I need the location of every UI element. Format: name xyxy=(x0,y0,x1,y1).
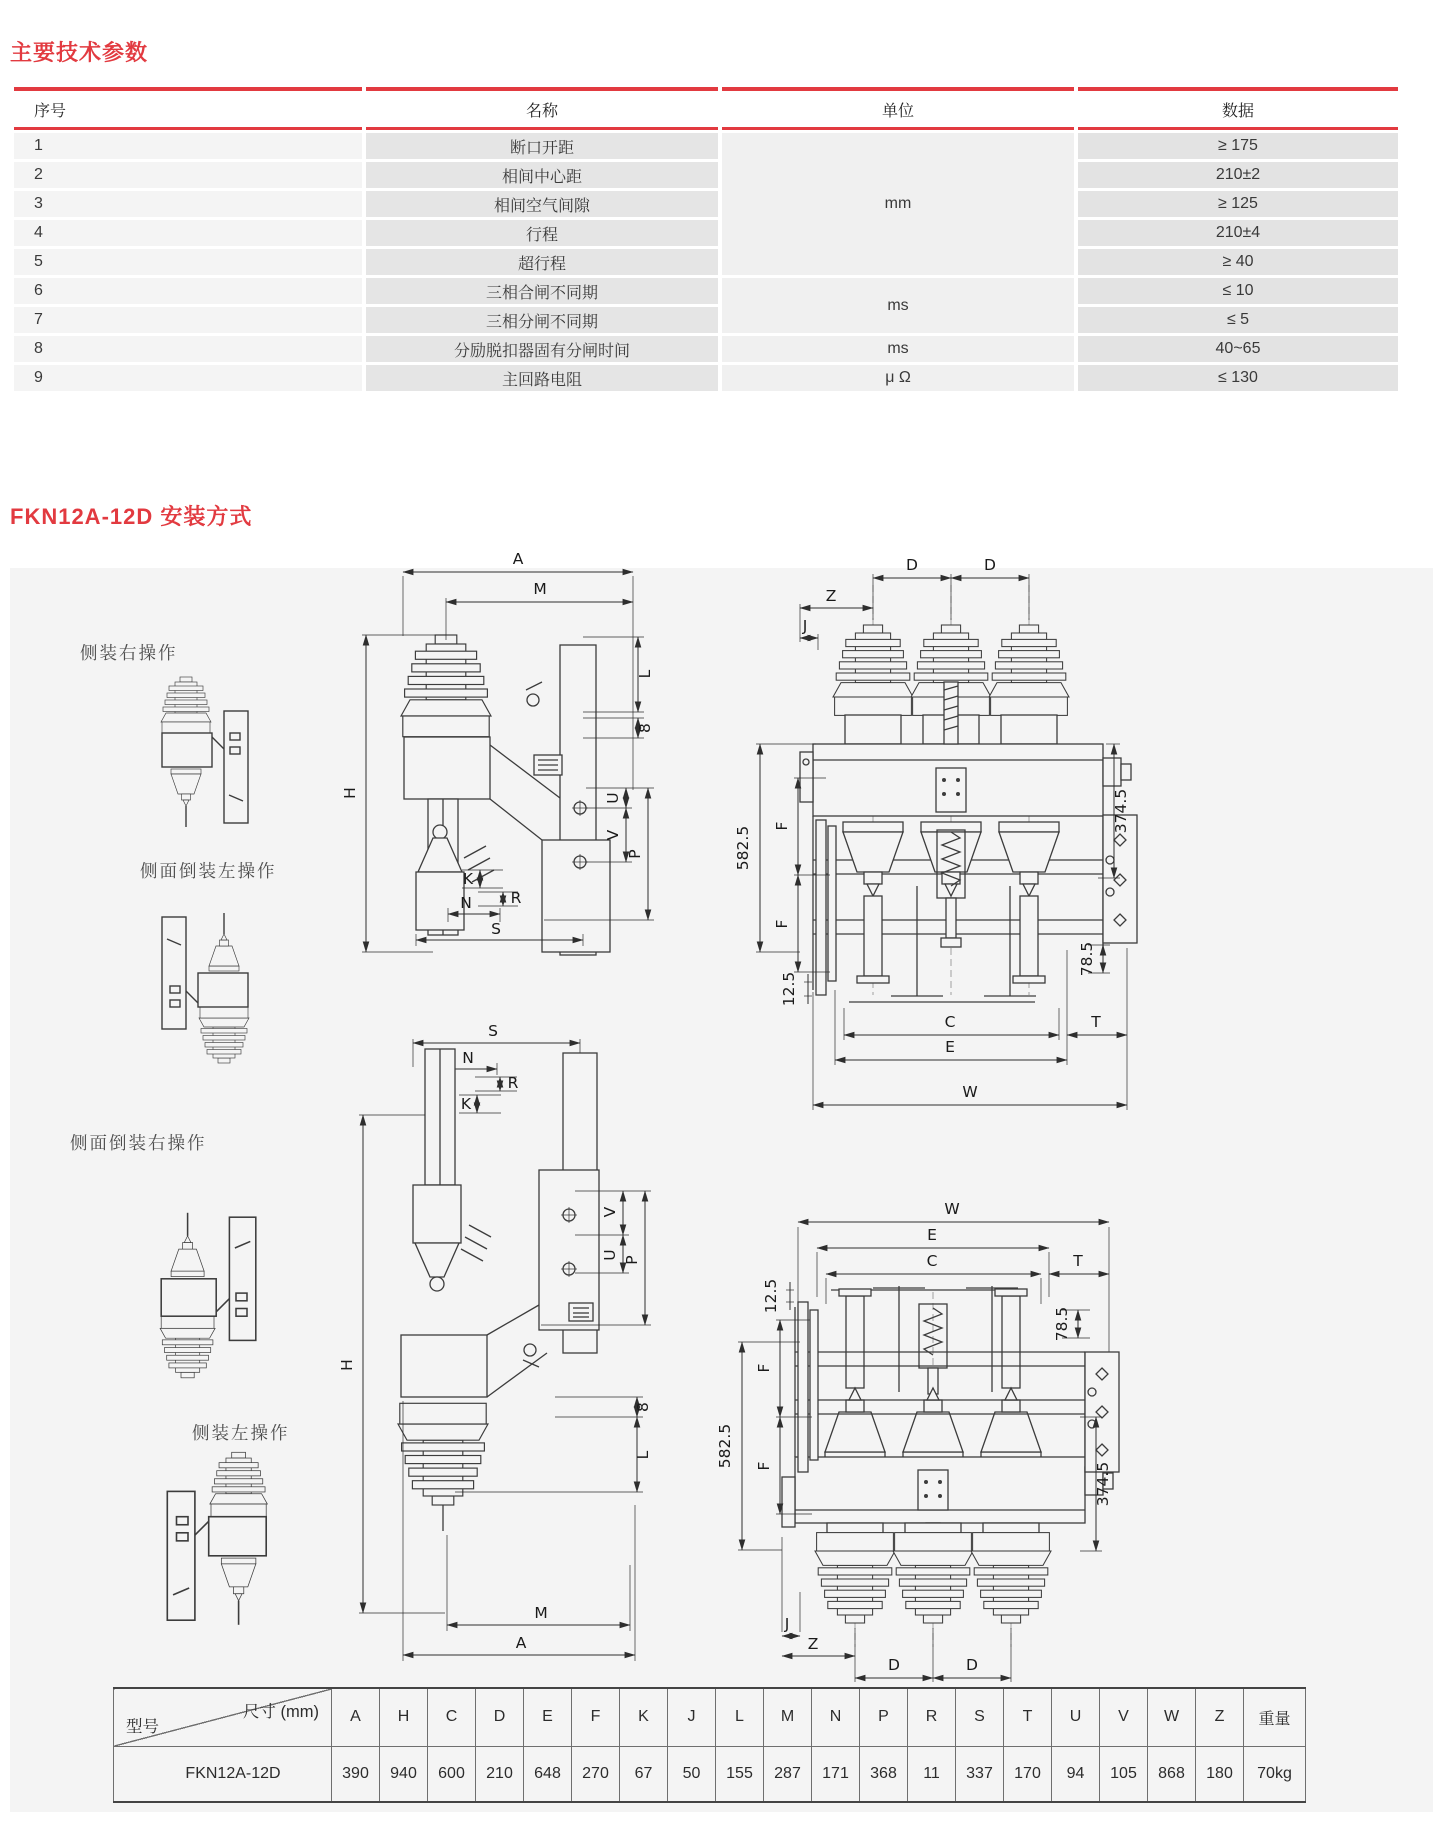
dims-col-header: T xyxy=(1004,1688,1052,1746)
dim-z-label: Z xyxy=(825,587,837,605)
dim-l-label: L xyxy=(636,669,654,679)
dim-125-label: 12.5 xyxy=(780,971,798,1007)
dims-col-header: D xyxy=(476,1688,524,1746)
dim-s-label: S xyxy=(491,920,501,938)
view-label-side-right: 侧装右操作 xyxy=(80,643,178,663)
dim-u-label: U xyxy=(601,1249,619,1261)
dim-v-label: V xyxy=(604,829,622,841)
dims-value-cell: 287 xyxy=(764,1746,812,1802)
table-row xyxy=(14,191,1398,217)
thumbnail-side-right xyxy=(161,677,248,827)
dims-value-cell: 940 xyxy=(380,1746,428,1802)
dim-a-label: A xyxy=(515,1634,527,1652)
dims-value-cell: 390 xyxy=(332,1746,380,1802)
cell-name: 断口开距 xyxy=(366,133,718,159)
cell-data: ≥ 175 xyxy=(1078,133,1398,159)
dim-h-label: H xyxy=(338,1359,356,1371)
dims-value-cell: 11 xyxy=(908,1746,956,1802)
dims-col-header: M xyxy=(764,1688,812,1746)
dim-d-label: D xyxy=(888,1656,900,1674)
dims-value-cell: 600 xyxy=(428,1746,476,1802)
cell-unit-ms2: ms xyxy=(722,336,1074,362)
table-row xyxy=(14,278,1398,304)
dims-value-cell: 180 xyxy=(1196,1746,1244,1802)
drawing-front-view-upright xyxy=(734,556,1137,1110)
dim-v-label: V xyxy=(601,1206,619,1218)
dim-d-label: D xyxy=(984,556,996,574)
col-header-data: 数据 xyxy=(1078,87,1398,130)
dim-e-label: E xyxy=(945,1038,955,1056)
cell-no: 5 xyxy=(14,249,362,275)
cell-no: 8 xyxy=(14,336,362,362)
cell-no: 6 xyxy=(14,278,362,304)
dim-3745-label: 374.5 xyxy=(1112,788,1130,834)
params-header-row xyxy=(14,87,1398,130)
dims-col-header: J xyxy=(668,1688,716,1746)
dim-f-label: F xyxy=(773,919,791,929)
dim-f-label: F xyxy=(773,821,791,831)
table-row xyxy=(14,220,1398,246)
dims-value-cell: 337 xyxy=(956,1746,1004,1802)
cell-name: 三相分闸不同期 xyxy=(366,307,718,333)
cell-unit-mm: mm xyxy=(722,133,1074,275)
cell-data: ≤ 5 xyxy=(1078,307,1398,333)
dims-corner-model-label: 型号 xyxy=(126,1717,159,1736)
dim-p-label: P xyxy=(626,849,644,859)
cell-data: 210±4 xyxy=(1078,220,1398,246)
dim-785-label: 78.5 xyxy=(1078,941,1096,977)
dim-3745-label: 374.5 xyxy=(1094,1461,1112,1507)
dims-corner-size-label: 尺寸 (mm) xyxy=(242,1703,319,1721)
dim-m-label: M xyxy=(534,1604,548,1622)
cell-name: 超行程 xyxy=(366,249,718,275)
dims-value-row xyxy=(114,1746,1306,1802)
dims-col-header: V xyxy=(1100,1688,1148,1746)
cell-name: 行程 xyxy=(366,220,718,246)
dims-col-header: F xyxy=(572,1688,620,1746)
table-row xyxy=(14,133,1398,159)
dims-value-cell: 170 xyxy=(1004,1746,1052,1802)
drawing-side-view-upright xyxy=(341,550,654,955)
dims-col-header: W xyxy=(1148,1688,1196,1746)
table-row xyxy=(14,336,1398,362)
cell-unit-uohm: μ Ω xyxy=(722,365,1074,391)
cell-no: 4 xyxy=(14,220,362,246)
dim-f-label: F xyxy=(755,1363,773,1373)
dims-model-cell: FKN12A-12D xyxy=(114,1746,332,1802)
dim-r-label: R xyxy=(507,1074,519,1092)
dim-d-label: D xyxy=(906,556,918,574)
dim-t-label: T xyxy=(1091,1013,1101,1031)
dim-f-label: F xyxy=(755,1461,773,1471)
dims-value-cell: 171 xyxy=(812,1746,860,1802)
cell-name: 相间空气间隙 xyxy=(366,191,718,217)
dims-col-header: A xyxy=(332,1688,380,1746)
drawing-side-view-inverted xyxy=(338,1022,652,1661)
dims-value-cell: 868 xyxy=(1148,1746,1196,1802)
dim-e-label: E xyxy=(927,1226,937,1244)
dim-c-label: C xyxy=(926,1252,938,1270)
view-label-inverted-right: 侧面倒装右操作 xyxy=(70,1133,207,1153)
cell-name: 三相合闸不同期 xyxy=(366,278,718,304)
cell-unit-ms: ms xyxy=(722,278,1074,333)
view-label-inverted-left: 侧面倒装左操作 xyxy=(140,861,277,881)
dims-col-header: Z xyxy=(1196,1688,1244,1746)
dim-j-label: J xyxy=(784,1615,790,1633)
dim-a-label: A xyxy=(512,550,524,568)
dim-t-label: T xyxy=(1073,1252,1083,1270)
col-header-unit: 单位 xyxy=(722,87,1074,130)
dim-p-label: P xyxy=(623,1255,641,1265)
dims-value-cell: 210 xyxy=(476,1746,524,1802)
cell-no: 2 xyxy=(14,162,362,188)
dims-value-cell: 70kg xyxy=(1244,1746,1306,1802)
cell-data: 40~65 xyxy=(1078,336,1398,362)
section-title-installation: FKN12A-12D 安装方式 xyxy=(10,504,253,529)
installation-diagrams xyxy=(10,550,1433,1812)
cell-name: 主回路电阻 xyxy=(366,365,718,391)
cell-name: 相间中心距 xyxy=(366,162,718,188)
cell-data: ≥ 125 xyxy=(1078,191,1398,217)
drawing-front-view-inverted xyxy=(716,1200,1119,1682)
dim-582-label: 582.5 xyxy=(716,1423,734,1469)
dim-125-label: 12.5 xyxy=(762,1278,780,1314)
dim-h-label: H xyxy=(341,787,359,799)
dims-col-header: 重量 xyxy=(1244,1688,1306,1746)
thumbnail-side-left xyxy=(167,1452,267,1625)
dim-8-label: 8 xyxy=(636,723,654,733)
dims-col-header: U xyxy=(1052,1688,1100,1746)
dims-corner-cell xyxy=(114,1688,332,1746)
dims-header-row xyxy=(114,1688,1306,1746)
dimensions-table xyxy=(113,1687,1306,1803)
dims-col-header: L xyxy=(716,1688,764,1746)
col-header-no: 序号 xyxy=(14,87,362,130)
dims-value-cell: 50 xyxy=(668,1746,716,1802)
dim-m-label: M xyxy=(533,580,547,598)
table-row xyxy=(14,249,1398,275)
dim-s-label: S xyxy=(488,1022,498,1040)
dims-col-header: P xyxy=(860,1688,908,1746)
dim-n-label: N xyxy=(460,894,472,912)
cell-no: 7 xyxy=(14,307,362,333)
dim-u-label: U xyxy=(604,792,622,804)
dim-z-label: Z xyxy=(807,1635,819,1653)
params-table xyxy=(10,84,1402,394)
dims-value-cell: 155 xyxy=(716,1746,764,1802)
dims-value-cell: 67 xyxy=(620,1746,668,1802)
dim-582-label: 582.5 xyxy=(734,825,752,871)
dims-col-header: C xyxy=(428,1688,476,1746)
dim-k-label: K xyxy=(462,870,474,888)
dim-k-label: K xyxy=(460,1095,472,1113)
dim-8-label: 8 xyxy=(634,1402,652,1412)
thumbnail-inverted-right xyxy=(160,1213,256,1378)
dims-col-header: S xyxy=(956,1688,1004,1746)
dims-value-cell: 105 xyxy=(1100,1746,1148,1802)
dims-col-header: N xyxy=(812,1688,860,1746)
cell-data: 210±2 xyxy=(1078,162,1398,188)
cell-no: 9 xyxy=(14,365,362,391)
col-header-name: 名称 xyxy=(366,87,718,130)
thumbnail-inverted-left xyxy=(162,913,249,1063)
dims-col-header: H xyxy=(380,1688,428,1746)
dim-j-label: J xyxy=(802,617,808,635)
dim-d-label: D xyxy=(966,1656,978,1674)
cell-data: ≥ 40 xyxy=(1078,249,1398,275)
cell-no: 1 xyxy=(14,133,362,159)
dim-l-label: L xyxy=(634,1450,652,1460)
dim-r-label: R xyxy=(510,889,522,907)
table-row xyxy=(14,162,1398,188)
dims-col-header: R xyxy=(908,1688,956,1746)
dim-785-label: 78.5 xyxy=(1053,1306,1071,1342)
dims-value-cell: 368 xyxy=(860,1746,908,1802)
dims-value-cell: 270 xyxy=(572,1746,620,1802)
dims-col-header: K xyxy=(620,1688,668,1746)
dims-col-header: E xyxy=(524,1688,572,1746)
table-row xyxy=(14,307,1398,333)
dim-w-label: W xyxy=(944,1200,960,1218)
cell-name: 分励脱扣器固有分闸时间 xyxy=(366,336,718,362)
dims-value-cell: 648 xyxy=(524,1746,572,1802)
cell-no: 3 xyxy=(14,191,362,217)
dim-w-label: W xyxy=(962,1083,978,1101)
dims-value-cell: 94 xyxy=(1052,1746,1100,1802)
dim-c-label: C xyxy=(944,1013,956,1031)
section-title-parameters: 主要技术参数 xyxy=(10,40,149,65)
dim-n-label: N xyxy=(462,1049,474,1067)
table-row xyxy=(14,365,1398,391)
cell-data: ≤ 130 xyxy=(1078,365,1398,391)
view-label-side-left: 侧装左操作 xyxy=(192,1423,290,1443)
cell-data: ≤ 10 xyxy=(1078,278,1398,304)
